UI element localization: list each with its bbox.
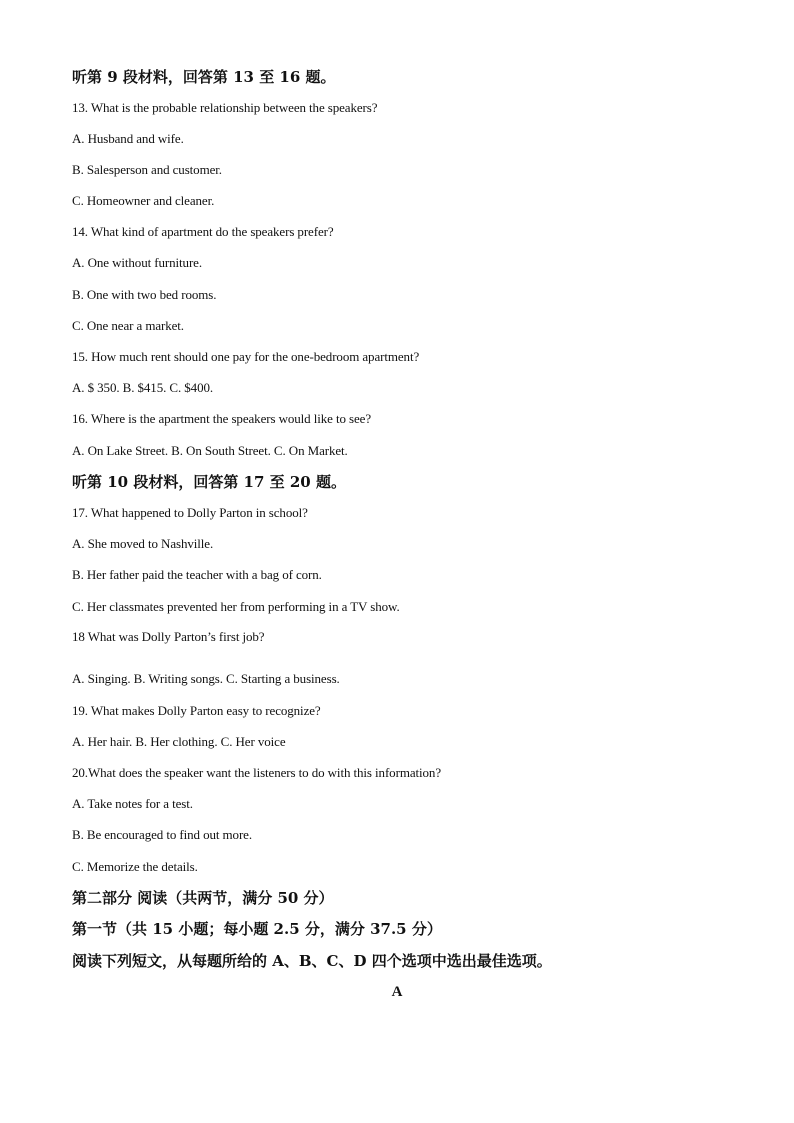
question-16: 16. Where is the apartment the speakers would like to see?: [72, 411, 371, 426]
question-15: 15. How much rent should one pay for the one-bedroom apartment?: [72, 349, 420, 364]
question-13-option-b: B. Salesperson and customer.: [72, 162, 222, 177]
question-20: 20.What does the speaker want the listeners to do with this information?: [72, 765, 441, 780]
question-17-option-a: A. She moved to Nashville.: [72, 536, 214, 551]
reading-instruction: 阅读下列短文，从每题所给的 A、B、C、D 四个选项中选出最佳选项。: [72, 952, 552, 970]
section-10-heading: 听第 10 段材料，回答第 17 至 20 题。: [72, 473, 346, 491]
question-14-option-a: A. One without furniture.: [72, 255, 203, 270]
question-20-option-a: A. Take notes for a test.: [72, 796, 193, 811]
question-17-option-c: C. Her classmates prevented her from performing in a TV show.: [72, 599, 400, 614]
question-14: 14. What kind of apartment do the speakers prefer?: [72, 224, 334, 239]
question-20-option-c: C. Memorize the details.: [72, 859, 198, 874]
question-13: 13. What is the probable relationship between the speakers?: [72, 100, 378, 115]
question-18: 18 What was Dolly Parton’s first job?: [72, 629, 265, 644]
question-14-option-c: C. One near a market.: [72, 318, 184, 333]
question-17: 17. What happened to Dolly Parton in school?: [72, 505, 308, 520]
question-17-option-b: B. Her father paid the teacher with a bag of corn.: [72, 567, 322, 582]
question-18-options: A. Singing. B. Writing songs. C. Starting a business.: [72, 671, 340, 686]
question-19: 19. What makes Dolly Parton easy to recognize?: [72, 703, 321, 718]
question-15-options: A. $ 350. B. $415. C. $400.: [72, 380, 214, 395]
section-9-heading: 听第 9 段材料，回答第 13 至 16 题。: [72, 68, 336, 86]
question-19-options: A. Her hair. B. Her clothing. C. Her voice: [72, 734, 286, 749]
part-2-heading: 第二部分 阅读（共两节，满分 50 分）: [72, 889, 334, 907]
passage-label: A: [391, 984, 403, 1000]
question-13-option-a: A. Husband and wife.: [72, 131, 184, 146]
question-13-option-c: C. Homeowner and cleaner.: [72, 193, 215, 208]
question-16-options: A. On Lake Street. B. On South Street. C. On Market.: [72, 443, 348, 458]
part-2-section-1-heading: 第一节（共 15 小题；每小题 2.5 分，满分 37.5 分）: [72, 920, 442, 938]
question-14-option-b: B. One with two bed rooms.: [72, 287, 217, 302]
question-20-option-b: B. Be encouraged to find out more.: [72, 827, 252, 842]
